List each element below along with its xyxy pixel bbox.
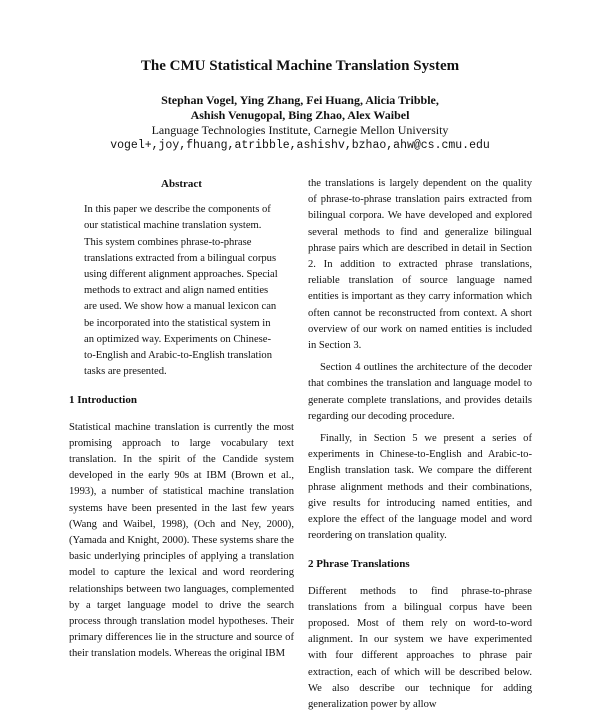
author-emails: vogel+,joy,fhuang,atribble,ashishv,bzhao,ahw@cs.cmu.edu [110, 139, 490, 152]
section-2-text: Different methods to find phrase-to-phrase translations from a bilingual corpus have been proposed. Most of them rely on word-to-word alignment. In our system we have experimented with four different approaches to phrase pair extraction, each of which will be described below. We also describe our technique for adding generalization power by allow [308, 585, 532, 711]
author-block [0, 93, 600, 153]
abstract-heading: Abstract [161, 178, 202, 190]
authors-line-2: Ashish Venugopal, Bing Zhao, Alex Waibel [190, 108, 410, 122]
section-1-heading: 1 Introduction [69, 394, 137, 407]
affiliation: Language Technologies Institute, Carnegie Mellon University [151, 123, 449, 137]
left-column [69, 176, 294, 663]
right-column [308, 176, 532, 713]
authors-line-1: Stephan Vogel, Ying Zhang, Fei Huang, Alicia Tribble, [161, 93, 439, 107]
section-2-heading: 2 Phrase Translations [308, 558, 410, 571]
intro-paragraph-section-5: Finally, in Section 5 we present a series of experiments in Chinese-to-English and Arabic-to-English translation task. We compare the different phrase alignment methods and their combinations, give results for introducing named entities, and explore the effect of the language model and word reordering on translation quality. [308, 433, 532, 542]
paper-title: The CMU Statistical Machine Translation System [140, 58, 460, 74]
intro-paragraph-section-4: Section 4 outlines the architecture of the decoder that combines the translation and language model to generate complete translations, and provides details regarding our decoding procedure. [308, 362, 532, 422]
section-1-text: Statistical machine translation is currently the most promising approach to large vocabulary text translation. In the spirit of the Candide system developed in the early 90s at IBM (Brown et al., 1993), a number of statistical machine translation systems have been presented in the last few years (Wang and Waibel, 1998), (Och and Ney, 2000), (Yamada and Knight, 2000). These systems share the basic underlying principles of applying a translation model to capture the lexical and word reordering relationships between two languages, complemented by a target language model to drive the search process through translation model hypotheses. Their primary differences lie in the structure and source of their translation models. Whereas the original IBM [69, 421, 294, 660]
abstract-text: In this paper we describe the components of our statistical machine translation system. This system combines phrase-to-phrase translations extracted from a bilingual corpus using different alignment approaches. Special methods to extract and align named entities are used. We show how a manual lexicon can be incorporated into the statistical system in an optimized way. Experiments on Chinese-to-English and Arabic-to-English translation tasks are presented. [84, 204, 278, 378]
intro-continuation-paragraph: the translations is largely dependent on the quality of phrase-to-phrase translation pairs extracted from bilingual corpora. We have developed and explored several methods to find and generalize bilingual phrase pairs which are described in detail in Section 2. In addition to extracted phrase translations, reliable translation of source language named entities is important as they carry information which often cannot be reconstructed from context. A short overview of our work on named entities is included in Section 3. [308, 178, 532, 352]
